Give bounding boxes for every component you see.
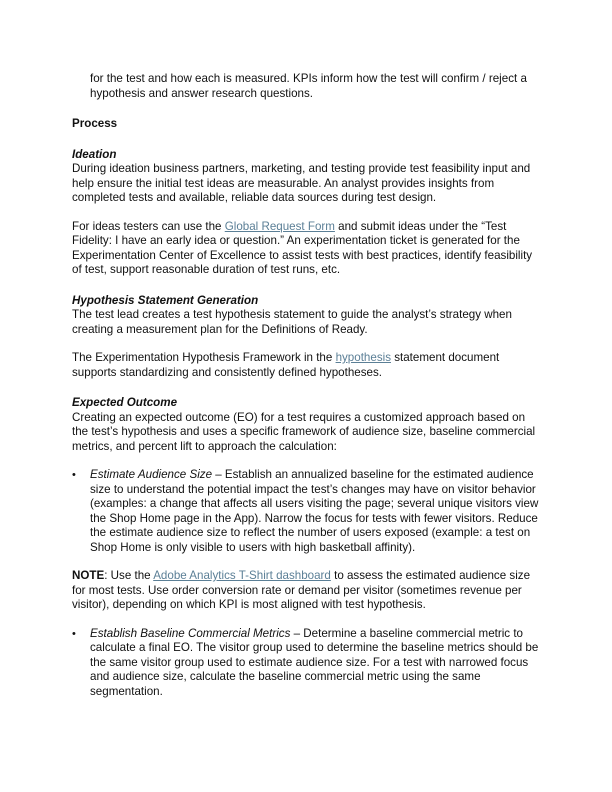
expected-outcome-paragraph: Creating an expected outcome (EO) for a test requires a customized approach based on the test’s hypothesis and uses a specific framework of audience size, baseline commercial metrics, and percent lift to approach the calculation: bbox=[72, 410, 536, 453]
note-text-after-link: to assess the estimated audience size for most tests. Use order conversion rate or demand per visitor (sometimes revenue per visitor), depending on which KPI is most aligned with test hypothesis. bbox=[72, 569, 531, 611]
bullet-text: – Determine a baseline commercial metric to calculate a final EO. The visitor group used to determine the baseline metrics should be the same visitor group used to estimate audience size. For a test with narrowed focus and audience size, calculate the baseline commercial metric using the same segmentation. bbox=[90, 626, 539, 698]
intro-paragraph: for the test and how each is measured. KPIs inform how the test will confirm / reject a hypothesis and answer research questions. bbox=[90, 72, 527, 100]
expected-outcome-heading: Expected Outcome bbox=[72, 396, 178, 409]
bullet-establish-baseline-metrics bbox=[72, 627, 542, 700]
bullet-text: – Establish an annualized baseline for the estimated audience size to understand the potential impact the test’s changes may have on visitor behavior (examples: a change that affects all users visiting the page; several unique visitors view the Shop Home page in the App). Narrow the focus for tests with fewer visitors. Reduce the estimate audience size to reflect the number of users exposed (example: a test on Shop Home is only visible to users with high basketball affinity). bbox=[90, 468, 539, 554]
bullet-icon: • bbox=[72, 469, 76, 481]
bullet-estimate-audience-size bbox=[72, 468, 542, 555]
hypothesis-text-after-link: statement document supports standardizing and consistently defined hypotheses. bbox=[72, 351, 500, 379]
hypothesis-heading: Hypothesis Statement Generation bbox=[72, 293, 259, 307]
note-label: NOTE bbox=[72, 569, 105, 582]
ideation-text-before-link: For ideas testers can use the bbox=[72, 219, 225, 233]
bullet-title: Establish Baseline Commercial Metrics bbox=[90, 626, 291, 640]
hypothesis-text-before-link: The Experimentation Hypothesis Framework in the bbox=[72, 351, 336, 364]
bullet-title: Estimate Audience Size bbox=[90, 468, 213, 481]
document-page bbox=[72, 72, 542, 699]
ideation-paragraph-1: During ideation business partners, marketing, and testing provide test feasibility input and help ensure the initial test ideas are measurable. An analyst provides insights from completed tests and available, reliable data sources during test design. bbox=[72, 162, 531, 204]
note-paragraph bbox=[72, 569, 542, 613]
hypothesis-paragraph-1: The test lead creates a test hypothesis statement to guide the analyst’s strategy when creating a measurement plan for the Definitions of Ready. bbox=[72, 308, 512, 336]
ideation-paragraph-2 bbox=[72, 220, 542, 278]
hypothesis-link[interactable]: hypothesis bbox=[335, 351, 391, 364]
note-text-before-link: : Use the bbox=[104, 569, 154, 582]
ideation-heading: Ideation bbox=[72, 147, 117, 161]
global-request-form-link[interactable]: Global Request Form bbox=[224, 219, 335, 233]
process-heading: Process bbox=[72, 117, 118, 130]
ideation-text-after-link: and submit ideas under the “Test Fidelity: I have an early idea or question.” An experimentation ticket is generated for the Experimentation Center of Excellence to assist tests with best practices, identify feasibility of test, support reasonable duration of test runs, etc. bbox=[72, 219, 533, 276]
hypothesis-paragraph-2 bbox=[72, 351, 542, 380]
adobe-analytics-dashboard-link[interactable]: Adobe Analytics T-Shirt dashboard bbox=[153, 569, 331, 582]
bullet-icon: • bbox=[72, 627, 76, 640]
